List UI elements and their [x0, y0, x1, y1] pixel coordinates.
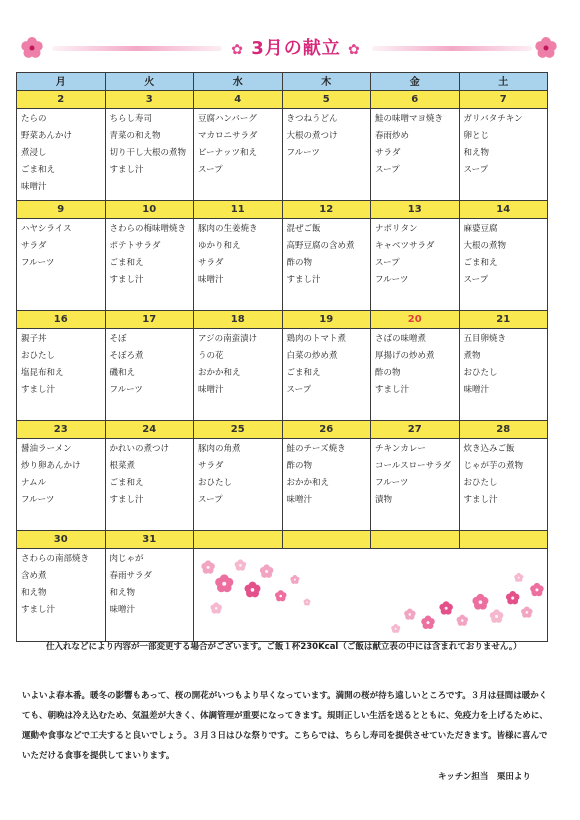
menu-item: 酢の物	[286, 258, 313, 268]
flower-icon: ✿	[348, 42, 361, 58]
date-cell: 9	[17, 201, 106, 219]
date-cell: 16	[17, 311, 106, 329]
menu-item: ごま和え	[109, 478, 144, 488]
menu-item: 炒り卵あんかけ	[21, 461, 81, 471]
menu-cell	[105, 329, 194, 421]
menu-cell	[105, 219, 194, 311]
menu-item: 親子丼	[21, 334, 47, 344]
date-cell-empty	[194, 531, 283, 549]
menu-item: ハヤシライス	[21, 224, 72, 234]
date-cell: 26	[282, 421, 371, 439]
menu-cell	[282, 109, 371, 201]
menu-item: フルーツ	[21, 495, 55, 505]
menu-item: 酢の物	[286, 461, 313, 471]
menu-row	[17, 219, 548, 311]
blossom-flower	[260, 564, 274, 577]
date-cell-empty	[459, 531, 548, 549]
weekday-tue: 火	[105, 73, 194, 91]
date-cell: 17	[105, 311, 194, 329]
menu-item: 豆腐ハンバーグ	[198, 114, 257, 124]
menu-item: ピーナッツ和え	[198, 148, 257, 158]
menu-item: さわらの南部焼き	[21, 554, 90, 564]
menu-cell	[194, 219, 283, 311]
blossom-flower	[201, 560, 215, 573]
menu-item: 根菜煮	[109, 461, 136, 471]
menu-item: すまし汁	[21, 605, 56, 615]
menu-cell	[371, 439, 460, 531]
menu-item: 味噌汁	[286, 495, 313, 505]
menu-cell	[105, 109, 194, 201]
menu-item: さばの味噌煮	[375, 334, 427, 344]
menu-item: マカロニサラダ	[198, 131, 258, 141]
menu-item: ごま和え	[463, 258, 498, 268]
menu-cell	[194, 439, 283, 531]
date-cell-empty	[282, 531, 371, 549]
menu-item: 煮物	[463, 351, 481, 361]
menu-item: 肉じゃが	[109, 554, 144, 564]
flower-icon: ✿	[231, 42, 244, 58]
menu-item: スープ	[375, 258, 400, 268]
date-cell: 2	[17, 91, 106, 109]
date-cell: 21	[459, 311, 548, 329]
date-cell: 7	[459, 91, 548, 109]
menu-item: フルーツ	[21, 258, 55, 268]
decorative-line-left	[52, 46, 222, 51]
menu-cell	[194, 329, 283, 421]
weekday-mon: 月	[17, 73, 106, 91]
date-cell: 14	[459, 201, 548, 219]
date-cell: 20	[371, 311, 460, 329]
menu-item: ごま和え	[109, 258, 144, 268]
menu-cell	[282, 329, 371, 421]
menu-item: おひたし	[198, 478, 233, 488]
menu-item: フルーツ	[286, 148, 320, 158]
date-cell: 24	[105, 421, 194, 439]
menu-item: アジの南蛮漬け	[198, 334, 258, 344]
date-cell-empty	[371, 531, 460, 549]
date-cell: 4	[194, 91, 283, 109]
menu-item: 白菜の炒め煮	[286, 351, 338, 361]
menu-item: 大根の煮つけ	[286, 131, 338, 141]
date-row	[17, 201, 548, 219]
blossom-flower	[215, 574, 233, 592]
date-cell: 10	[105, 201, 194, 219]
menu-item: 醤油ラーメン	[21, 444, 72, 454]
signature: キッチン担当 栗田より	[438, 772, 531, 782]
menu-row	[17, 109, 548, 201]
date-cell: 23	[17, 421, 106, 439]
menu-item: さわらの梅味噌焼き	[109, 224, 187, 234]
blossom-flower	[421, 616, 435, 629]
menu-cell	[371, 219, 460, 311]
menu-item: 卵とじ	[463, 131, 490, 141]
date-row	[17, 91, 548, 109]
blossom-flower	[304, 599, 311, 606]
menu-item: すまし汁	[109, 275, 144, 285]
date-cell: 6	[371, 91, 460, 109]
menu-cell	[194, 109, 283, 201]
menu-row	[17, 549, 548, 642]
blossom-flower	[530, 583, 544, 596]
menu-item: 塩昆布和え	[21, 368, 64, 378]
menu-row	[17, 439, 548, 531]
blossom-flower	[506, 591, 520, 604]
date-cell: 18	[194, 311, 283, 329]
blossom-illustration	[194, 549, 547, 641]
menu-item: おかか和え	[198, 368, 241, 378]
menu-item: すまし汁	[375, 385, 410, 395]
menu-row	[17, 329, 548, 421]
menu-item: フルーツ	[375, 478, 409, 488]
menu-item: うの花	[198, 351, 224, 361]
menu-item: ごま和え	[21, 165, 56, 175]
menu-cell	[105, 549, 194, 642]
menu-item: 大根の煮物	[463, 241, 507, 251]
menu-item: チキンカレー	[375, 444, 426, 454]
menu-item: すまし汁	[109, 495, 144, 505]
menu-cell	[17, 329, 106, 421]
date-cell: 19	[282, 311, 371, 329]
date-cell: 5	[282, 91, 371, 109]
menu-cell	[459, 439, 548, 531]
date-cell: 30	[17, 531, 106, 549]
date-cell: 11	[194, 201, 283, 219]
menu-item: 和え物	[109, 588, 136, 598]
cherry-blossom-icon	[20, 36, 44, 60]
menu-item: 豚肉の角煮	[198, 444, 241, 454]
menu-item: 鮭のチーズ焼き	[286, 444, 346, 454]
menu-item: ナポリタン	[375, 224, 418, 234]
blossom-flower	[521, 606, 532, 617]
menu-item: 切り干し大根の煮物	[109, 148, 187, 158]
menu-item: 麻婆豆腐	[463, 224, 498, 234]
menu-item: スープ	[375, 165, 400, 175]
blossom-flower	[472, 594, 488, 610]
blossom-flower	[404, 608, 415, 619]
date-cell: 12	[282, 201, 371, 219]
menu-item: 鮭の味噌マヨ焼き	[375, 114, 444, 124]
menu-item: スープ	[198, 495, 223, 505]
menu-item: 磯和え	[109, 368, 136, 378]
menu-item: そぼ	[109, 334, 127, 344]
menu-item: 春雨炒め	[375, 131, 410, 141]
menu-item: ナムル	[21, 478, 47, 488]
notice-text: 仕入れなどにより内容が一部変更する場合がございます。ご飯１杯230Kcal（ご飯は献立表の中には含まれておりません。）	[46, 642, 522, 652]
message-text: いよいよ春本番。暖冬の影響もあって、桜の開花がいつもより早くなっています。満開の桜が待ち遠しいところです。３月は昼間は暖かくても、朝晩は冷え込むため、気温差が大きく、体調管理が重要になってきます。規則正しい生活を送るとともに、免疫力を上げるために、運動や食事などで工夫すると良いでしょう。３月３日はひな祭りです。こちらでは、ちらし寿司を提供させていただきます。皆様に喜んでいただける食事を提供してまいります。	[22, 691, 548, 761]
menu-item: サラダ	[198, 461, 224, 471]
date-row	[17, 421, 548, 439]
menu-item: 春雨サラダ	[109, 571, 152, 581]
blossom-flower	[490, 609, 504, 622]
menu-item: そぼろ煮	[109, 351, 144, 361]
menu-item: 和え物	[21, 588, 47, 598]
menu-item: 高野豆腐の含め煮	[286, 241, 355, 251]
menu-item: すまし汁	[109, 165, 144, 175]
menu-item: 味噌汁	[463, 385, 490, 395]
weekday-header-row	[17, 73, 548, 91]
date-cell: 25	[194, 421, 283, 439]
blossom-flower	[391, 624, 400, 633]
menu-cell	[105, 439, 194, 531]
menu-item: かれいの煮つけ	[109, 444, 170, 454]
menu-item: たらの	[21, 114, 47, 124]
menu-cell	[17, 439, 106, 531]
menu-item: 含め煮	[21, 571, 47, 581]
menu-item: サラダ	[375, 148, 401, 158]
menu-item: きつねうどん	[286, 114, 338, 124]
blossom-flower	[275, 590, 286, 601]
menu-item: キャベツサラダ	[375, 241, 435, 251]
menu-item: フルーツ	[375, 275, 409, 285]
menu-item: 漬物	[375, 495, 393, 505]
menu-item: 酢の物	[375, 368, 401, 378]
menu-cell	[17, 549, 106, 642]
menu-item: 青菜の和え物	[109, 131, 161, 141]
menu-cell	[459, 109, 548, 201]
menu-item: 鶏肉のトマト煮	[286, 334, 347, 344]
menu-item: おひたし	[463, 368, 498, 378]
date-cell: 31	[105, 531, 194, 549]
header-banner	[16, 30, 564, 66]
menu-item: サラダ	[198, 258, 224, 268]
date-cell: 3	[105, 91, 194, 109]
blossom-flower	[290, 575, 299, 584]
menu-item: スープ	[463, 275, 489, 285]
menu-item: 味噌汁	[109, 605, 136, 615]
menu-item: ガリバタチキン	[463, 114, 523, 124]
menu-item: ちらし寿司	[109, 114, 153, 124]
menu-item: じゃが芋の煮物	[463, 461, 524, 471]
date-cell: 27	[371, 421, 460, 439]
menu-item: 野菜あんかけ	[21, 131, 73, 141]
menu-item: 炊き込みご飯	[463, 444, 515, 454]
menu-item: サラダ	[21, 241, 47, 251]
menu-item: すまし汁	[286, 275, 321, 285]
blossom-flower	[514, 573, 523, 582]
menu-cell	[371, 109, 460, 201]
menu-cell	[371, 329, 460, 421]
menu-item: 味噌汁	[198, 385, 224, 395]
menu-item: おひたし	[463, 478, 498, 488]
weekday-wed: 水	[194, 73, 283, 91]
menu-item: 豚肉の生姜焼き	[198, 224, 258, 234]
date-row	[17, 531, 548, 549]
menu-cell	[459, 219, 548, 311]
menu-item: 厚揚げの炒め煮	[375, 351, 435, 361]
menu-item: おかか和え	[286, 478, 330, 488]
menu-item: ゆかり和え	[198, 241, 241, 251]
weekday-fri: 金	[371, 73, 460, 91]
page-title	[220, 34, 372, 60]
menu-item: 味噌汁	[21, 182, 47, 192]
blossom-decoration	[194, 549, 548, 642]
blossom-flower	[210, 602, 221, 613]
menu-item: スープ	[463, 165, 489, 175]
menu-item: 味噌汁	[198, 275, 224, 285]
menu-item: すまし汁	[463, 495, 498, 505]
menu-item: おひたし	[21, 351, 56, 361]
menu-cell	[17, 219, 106, 311]
date-cell: 28	[459, 421, 548, 439]
menu-item: フルーツ	[109, 385, 143, 395]
menu-item: スープ	[286, 385, 312, 395]
menu-cell	[282, 219, 371, 311]
blossom-flower	[235, 559, 246, 570]
blossom-flower	[245, 582, 261, 598]
menu-cell	[282, 439, 371, 531]
blossom-flower	[439, 601, 453, 614]
weekday-thu: 木	[282, 73, 371, 91]
menu-cell	[17, 109, 106, 201]
menu-item: 煮浸し	[21, 148, 47, 158]
blossom-flower	[457, 615, 468, 626]
date-cell: 13	[371, 201, 460, 219]
decorative-line-right	[372, 46, 532, 51]
menu-item: ごま和え	[286, 368, 321, 378]
menu-item: すまし汁	[21, 385, 56, 395]
date-row	[17, 311, 548, 329]
title-text: 3月の献立	[251, 38, 341, 59]
menu-item: 混ぜご飯	[286, 224, 321, 234]
menu-item: ポテトサラダ	[109, 241, 161, 251]
menu-item: 五目卵焼き	[463, 334, 507, 344]
menu-calendar	[16, 72, 548, 642]
menu-item: 和え物	[463, 148, 490, 158]
weekday-sat: 土	[459, 73, 548, 91]
menu-item: スープ	[198, 165, 223, 175]
menu-item: コールスローサラダ	[375, 461, 451, 471]
menu-cell	[459, 329, 548, 421]
cherry-blossom-icon	[534, 36, 558, 60]
